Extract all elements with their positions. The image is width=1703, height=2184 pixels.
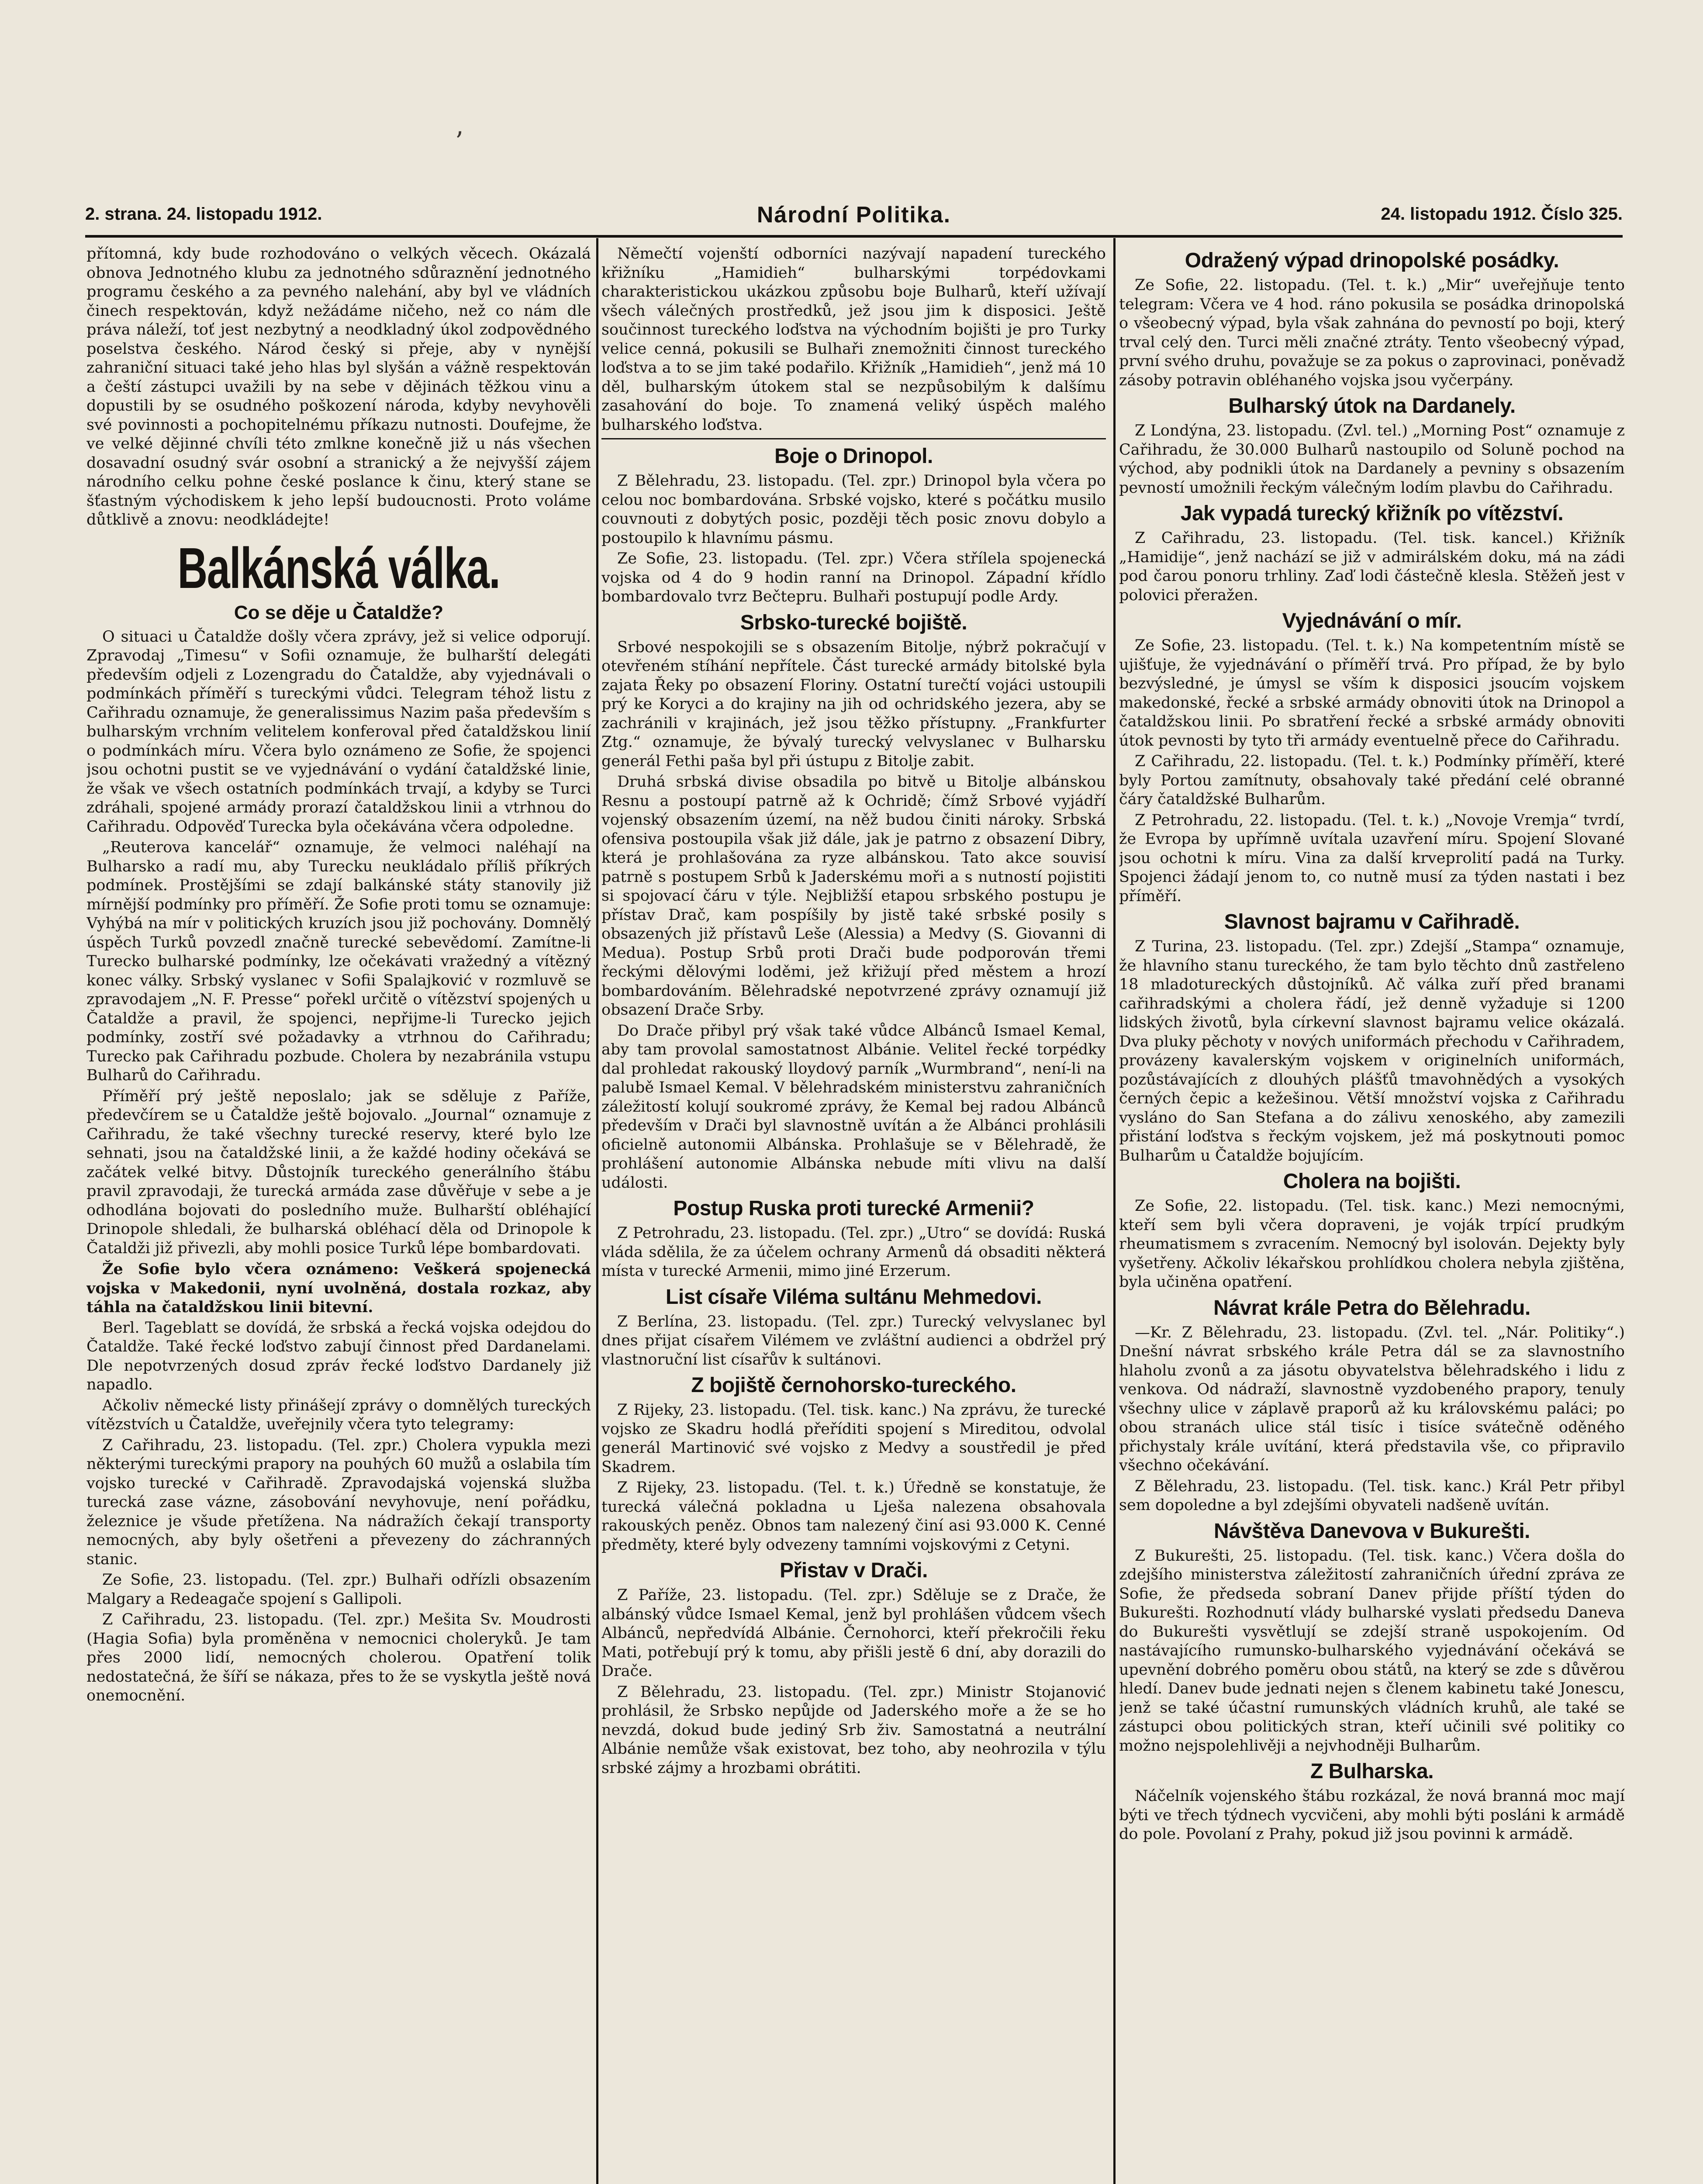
header-date-issue: 24. listopadu 1912. Číslo 325. (1381, 204, 1623, 224)
article-heading: Z Bulharska. (1310, 1760, 1434, 1783)
article-paragraph: —Kr. Z Bělehradu, 23. listopadu. (Zvl. tel. „Nár. Politiky“.) Dnešní návrat srbského krále Petra dál se za slavnostního hlaholu zvonů a za jásotu obyvatelstva bělehradského i lidu z venkova. Od nádraží, slavnostně vyzdobeného prapory, tenuly všechny ulice v záplavě praporů až ku královskému paláci; po obou stranách ulice stál tisíc i tisíce svátečně oděného přichystaly krále uvítání, která představila vše, co připravilo všechno očekávání. (1119, 1324, 1625, 1474)
article-heading: Srbsko-turecké bojiště. (740, 611, 967, 634)
article-paragraph: Berl. Tageblatt se dovídá, že srbská a řecká vojska odejdou do Čataldže. Také řecké loďstvo zabují činnost před Dardanelami. Dle nepotvrzených dosud zpráv řecké loďstvo Dardanely již napadlo. (86, 1319, 591, 1393)
article-paragraph: Němečtí vojenští odborníci nazývají napadení tureckého křižníku „Hamidieh“ bulharskými torpédovkami charakteristickou ukázkou způsobu boje Bulharů, kteří užívají všech válečných prostředků, jež jsou jim k disposici. Ještě součinnost tureckého loďstva na východním bojišti je pro Turky velice cenná, pokusili se Bulhaři znemožniti činnost tureckého loďstva a to se jim také podařilo. Křižník „Hamidieh“, jenž má 10 děl, bulharským útokem stal se nezpůsobilým k dalšímu zasahování do boje. To znamená veliký úspěch malého bulharského loďstva. (601, 245, 1106, 434)
article-paragraph: Z Bělehradu, 23. listopadu. (Tel. zpr.) Ministr Stojanović prohlásil, že Srbsko nepůjde od Jaderského moře a že se ho nevzdá, dokud bude jediný Srb živ. Samostatná a neutrální Albánie nemůže však existovat, bez toho, aby neohrozila v týlu srbské zájmy a hrozbami obrátiti. (601, 1683, 1106, 1777)
article-paragraph: Druhá srbská divise obsadila po bitvě u Bitolje albánskou Resnu a postoupí patrně až k Ochridě; čímž Srbové vyjádří vojenský obsazením území, na něž budou činiti nároky. Srbská ofensiva postoupila však již dále, jak je patrno z obsazení Dibry, která je prohlašována za ryze albánskou. Tato akce souvisí patrně s postupem Srbů k Jaderskému moři a s nutností pojistiti si spojovací čáru v týle. Nejbližší etapou srbského postupu je přístav Drač, kam pospíšily by jistě také srbské posily s obsazených již přístavů Leše (Alessia) a Medvy (S. Giovanni di Medua). Postup Srbů proti Drači bude podporován třemi řeckými dělovými loděmi, jež křižují před městem a hrozí bombardováním. Bělehradské nepotvrzené zprávy oznamují již obsazení Drače Srby. (601, 773, 1106, 1019)
article-paragraph: Z Paříže, 23. listopadu. (Tel. zpr.) Sděluje se z Drače, že albánský vůdce Ismael Kemal, jenž byl prohlášen vůdcem všech Albánců, nepředvídá Albánie. Černohorci, kteří překročili řeku Mati, potřebují prý k tomu, aby přišli jestě 6 dní, aby dorazili do Drače. (601, 1586, 1106, 1680)
article-heading: Přistav v Drači. (780, 1559, 928, 1582)
article-heading: Návštěva Danevova v Bukurešti. (1213, 1519, 1530, 1543)
ink-mark: ʼ (454, 127, 463, 157)
column-3 (1119, 245, 1625, 2184)
article-paragraph: Z Turina, 23. listopadu. (Tel. zpr.) Zdejší „Stampa“ oznamuje, že hlavního stanu tureckého, že tam bylo těchto dnů zastřeleno 18 mladotureckých důstojníků. Ač válka zuří před branami cařihradskými a cholera řádí, jež denně vyžaduje si 1200 lidských životů, byla církevní slavnost bajramu velice okázalá. Dva pluky pěchoty v nových uniformách přechodu v Cařihradem, provázeny kavalerským vojskem v originelních uniformách, pozůstávajících z dlouhých plášťů tmavohnědých a vysokých černých čepic a kežešinou. Větší množství vojska z Cařihradu vysláno do San Stefana a do zálivu xenoského, aby zamezili přistání loďstva s řeckým vojskem, jež má poskytnouti pomoc Bulharům u Čataldže bojujícím. (1119, 938, 1625, 1165)
article-heading: Jak vypadá turecký křižník po vítězství. (1180, 502, 1564, 525)
article-paragraph: Že Sofie bylo včera oznámeno: Veškerá spojenecká vojska v Makedonii, nyní uvolněná, dostala rozkaz, aby táhla na čataldžskou linii bitevní. (86, 1260, 591, 1316)
article-paragraph: O situaci u Čataldže došly včera zprávy, jež si velice odporují. Zpravodaj „Timesu“ v Sofii oznamuje, že bulharští delegáti především odjeli z Lozengradu do Čataldže, aby vyjednávali o podmínkách příměří s tureckými vůdci. Telegram téhož listu z Cařihradu oznamuje, že generalissimus Nazim paša především s bulharským vrchním velitelem konferoval před čataldžskou linií o podmínkách míru. Včera bylo oznámeno ze Sofie, že spojenci jsou ochotni pustit se ve vyjednávání o vydání čataldžské linie, že však ve všech ostatních podmínkách trvají, a kdyby se Turci zdráhali, spojené armády prorazí čataldžskou linii a vtrhnou do Cařihradu. Odpověď Turecka byla očekávána včera odpoledne. (86, 628, 591, 836)
article-paragraph: Ze Sofie, 23. listopadu. (Tel. zpr.) Včera střílela spojenecká vojska od 4 do 9 hodin ranní na Drinopol. Západní křídlo bombardovalo tvrz Bečtepru. Bulhaři postupují podle Ardy. (601, 550, 1106, 605)
article-heading: Slavnost bajramu v Cařihradě. (1224, 910, 1520, 933)
article-paragraph: Z Bělehradu, 23. listopadu. (Tel. tisk. kanc.) Král Petr přibyl sem dopoledne a byl zdejšími obyvateli nadšeně uvítán. (1119, 1477, 1625, 1514)
article-paragraph: Z Cařihradu, 23. listopadu. (Tel. zpr.) Cholera vypukla mezi některými tureckými prapory na pouhých 60 mužů a oslabila tím vojsko turecké v Cařihradě. Zpravodajská vojenská služba turecká zase vázne, zásobování nevyhovuje, není pořádku, železnice je všude přetížena. Na nádražích čekají transporty nemocných, aby byly ošetřeni a převezeny do záchranných stanic. (86, 1436, 591, 1568)
article-paragraph: Náčelník vojenského štábu rozkázal, že nová branná moc mají býti ve třech týdnech vycvičeni, aby mohli býti posláni k armádě do pole. Povolaní z Prahy, pokud již jsou povinni k armádě. (1119, 1787, 1625, 1843)
article-heading: Odražený výpad drinopolské posádky. (1185, 249, 1559, 272)
column-2 (601, 245, 1106, 2184)
section-title-balkan-war: Balkánská válka. (177, 536, 500, 600)
article-heading: Postup Ruska proti turecké Armenii? (673, 1197, 1034, 1220)
article-paragraph: Z Bělehradu, 23. listopadu. (Tel. zpr.) Drinopol byla včera po celou noc bombardována. Srbské vojsko, které s počátku musilo couvnouti z dobytých posic, později těch posic znovu dobylo a postoupilo k hlavnímu pásmu. (601, 472, 1106, 547)
article-heading: Návrat krále Petra do Bělehradu. (1213, 1296, 1530, 1320)
article-paragraph: Ze Sofie, 22. listopadu. (Tel. t. k.) „Mir“ uveřejňuje tento telegram: Včera ve 4 hod. ráno pokusila se posádka drinopolská o všeobecný výpad, byla však zahnána do pevností po boji, který trval celý den. Turci měli značné ztráty. Tento všeobecný výpad, první svého druhu, považuje se za pokus o zaprovinaci, poněvadž zásoby potravin obléhaného vojska jsou vyčerpány. (1119, 276, 1625, 389)
article-paragraph: Z Bukurešti, 25. listopadu. (Tel. tisk. kanc.) Včera došla do zdejšího ministerstva záležitostí zahraničních úřední zpráva ze Sofie, že předseda sobraní Danev přijde příští týden do Bukurešti. Rozhodnutí vlády bulharské vyslati předsedu Daneva do Bukurešti vysvětlují se zdejší straně uspokojením. Od nastávajícího rumunsko-bulharského vyjednávání očekává se upevnění dobrého poměru obou států, na který se zde s důvěrou hledí. Danev bude jednati nejen s členem kabinetu také Jonescu, jenž se také účastní rumunských vládních kruhů, ale také se zástupci obou politických stran, kteří učinili své politiky co možno nejspolehlivěji a nejvhodněji Bulharům. (1119, 1547, 1625, 1755)
article-paragraph: Do Drače přibyl prý však také vůdce Albánců Ismael Kemal, aby tam provolal samostatnost Albánie. Velitel řecké torpédky dal prohledat rakouský lloydový parník „Wurmbrand“, není-li na palubě Ismael Kemal. V bělehradském ministerstvu zahraničních záležitostí kolují soukromé zprávy, že Kemal bej radou Albánců především v Drači byl slavnostně uvítán a že Albánci prohlásili oficielně autonomii Albánska. Prohlašuje se v Bělehradě, že prohlášení autonomie Albánska nebude míti vlivu na další události. (601, 1022, 1106, 1192)
article-paragraph: Příměří prý ještě neposlalo; jak se sděluje z Paříže, předevčírem se u Čataldže ještě bojovalo. „Journal“ oznamuje z Cařihradu, že také všechny turecké reservy, které bylo lze sehnati, jsou na čataldžské linii, a že každé hodiny očekává se začátek velké bitvy. Důstojník tureckého generálního štábu pravil zpravodaji, že turecká armáda zase důvěřuje v sebe a je odhodlána bojovati do posledního muže. Bulharští obléhající Drinopole shledali, že bulharská obléhací děla od Drinopole k Čataldži již přivezli, aby mohli posice Turků lépe bombardovati. (86, 1087, 591, 1257)
header-date-left: 2. strana. 24. listopadu 1912. (85, 204, 322, 224)
article-heading-cataldza: Co se děje u Čataldže? (234, 601, 444, 623)
article-heading: Z bojiště černohorsko-tureckého. (691, 1374, 1016, 1397)
article-paragraph: „Reuterova kancelář“ oznamuje, že velmoci naléhají na Bulharsko a radí mu, aby Turecku neukládalo příliš příkrých podmínek. Prostějšími se zdají balkánské státy stanovily již mírnější podmínky pro příměří. Že Sofie proti tomu se oznamuje: Vyhýbá na mír v politických kruzích jsou již pochovány. Domnělý úspěch Turků povzedl značně turecké sebevědomí. Zamítne-li Turecko bulharské podmínky, lze očekávati vražedný a vítězný konec války. Srbský vyslanec v Sofii Spalajković v rozmluvě se zpravodajem „N. F. Presse“ pořekl určitě o vítězství spojených u Čataldže a pravil, že spojenci, nepřijme-li Turecko jejich podmínky, zostří své požadavky a vtrhnou do Cařihradu; Turecko pak Cařihradu pozbude. Cholera by nezabránila vstupu Bulharů do Cařihradu. (86, 839, 591, 1084)
column-rule-2 (1113, 238, 1116, 2184)
article-intro: přítomná, kdy bude rozhodováno o velkých věcech. Okázalá obnova Jednotného klubu za jednotného sdůraznění jednotného programu českého a za pevného nalehání, aby byl ve vládních činech respektován, když nežádáme ničeho, než co nám dle práva náleží, toť jest nezbytný a neodkladný úkol zodpovědného poselstva českého. Národ český si přeje, aby v nynější zahraniční situaci také jeho hlas byl slyšán a vážně respektován a čeští zástupci uvažili by na sebe v dějinách těžkou vinu a dopustili by se osudného poškození národa, kdyby nevyhověli své povinnosti a pochopitelnému příkazu nutnosti. Doufejme, že ve velké dějinné chvíli této zmlkne konečně již u nás všechen dosavadní osudný svár osobní a stranický a že nejvyšší zájem národního celku pohne české poslance k činu, který stane se šťastným východiskem k jeho lepší budoucnosti. Proto voláme důtklivě a znovu: neodkládejte! (86, 245, 591, 529)
article-paragraph: Z Cařihradu, 22. listopadu. (Tel. t. k.) Podmínky příměří, které byly Portou zamítnuty, obsahovaly také předání celé obranné čáry čataldžské Bulharům. (1119, 753, 1625, 808)
article-paragraph: Z Rijeky, 23. listopadu. (Tel. t. k.) Úředně se konstatuje, že turecká válečná pokladna u Lješa nalezena obsahovala rakouských peněz. Obnos tam nalezený činí asi 93.000 K. Cenné předměty, které byly odvezeny tamními vojskovými z Cetyni. (601, 1479, 1106, 1554)
article-paragraph: Ze Sofie, 22. listopadu. (Tel. tisk. kanc.) Mezi nemocnými, kteří sem byli včera dopraveni, je voják trpící prudkým rheumatismem s zvracením. Nemocný byl isolován. Dejekty byly vyšetřeny. Ačkoliv lékařskou prohlídkou cholera nebyla zjištěna, byla učiněna opatření. (1119, 1197, 1625, 1291)
header-rule (85, 235, 1623, 238)
article-paragraph: Ačkoliv německé listy přinášejí zprávy o domnělých tureckých vítězstvích u Čataldže, uveřejnily včera tyto telegramy: (86, 1396, 591, 1433)
article-paragraph: Ze Sofie, 23. listopadu. (Tel. zpr.) Bulhaři odřízli obsazením Malgary a Redeagače spojení s Gallipoli. (86, 1571, 591, 1608)
page-header (85, 202, 1623, 232)
article-heading: Cholera na bojišti. (1283, 1170, 1461, 1193)
article-heading: Vyjednávání o mír. (1282, 609, 1462, 632)
article-paragraph: Z Petrohradu, 22. listopadu. (Tel. t. k.) „Novoje Vremja“ tvrdí, že Evropa by upřímně uvítala uzavření míru. Spojení Slované jsou ochotni k míru. Vina za další krveprolití padá na Turky. Spojenci žádají jenom to, co nutně musí za týden nastati i bez příměří. (1119, 811, 1625, 905)
column-rule-1 (596, 238, 598, 2184)
article-heading: Bulharský útok na Dardanely. (1228, 394, 1516, 418)
article-paragraph: Z Berlína, 23. listopadu. (Tel. zpr.) Turecký velvyslanec byl dnes přijat císařem Vilémem ve zvláštní audienci a obdržel prý vlastnoruční list císařův k sultánovi. (601, 1313, 1106, 1368)
masthead-title: Národní Politika. (757, 202, 951, 228)
article-paragraph: Z Cařihradu, 23. listopadu. (Tel. zpr.) Mešita Sv. Moudrosti (Hagia Sofia) byla proměněna v nemocnici choleryků. Je tam přes 2000 lidí, nemocných cholerou. Opatření tolik nedostatečná, že šíří se nákaza, přes to že se vyskytla ještě nová onemocnění. (86, 1611, 591, 1704)
column-1 (86, 245, 591, 2184)
article-paragraph: Ze Sofie, 23. listopadu. (Tel. t. k.) Na kompetentním místě se ujišťuje, že vyjednávání o příměří trvá. Pro případ, že by bylo bezvýsledné, je úmysl se vším k disposici jsoucím vojskem makedonské, řecké a srbské armády obnoviti útok na Drinopol a čataldžskou linii. Po sbratření řecké a srbské armády obnoviti útok pevnosti by tyto tři armády eventuelně přece do Cařihradu. (1119, 637, 1625, 750)
article-paragraph: Z Cařihradu, 23. listopadu. (Tel. tisk. kancel.) Křižník „Hamidije“, jenž nachází se již v admirálském doku, má na zádi pod čarou ponoru trhliny. Zaď lodi částečně klesla. Stěžeň jest v polovici přeražen. (1119, 529, 1625, 604)
article-paragraph: Z Londýna, 23. listopadu. (Zvl. tel.) „Morning Post“ oznamuje z Cařihradu, že 30.000 Bulharů nastoupilo od Soluně pochod na východ, aby podnikli útok na Dardanely a pevniny s obsazením pevností umožnili řeckým válečným lodím plavbu do Cařihradu. (1119, 422, 1625, 497)
article-paragraph: Z Petrohradu, 23. listopadu. (Tel. zpr.) „Utro“ se dovídá: Ruská vláda sdělila, že za účelem ochrany Armenů dá obsaditi některá místa v turecké Armenii, mimo jiné Erzerum. (601, 1224, 1106, 1280)
article-heading: Boje o Drinopol. (774, 445, 933, 468)
article-paragraph: Z Rijeky, 23. listopadu. (Tel. tisk. kanc.) Na zprávu, že turecké vojsko ze Skadru hodlá přeříditi spojení s Mireditou, odvolal generál Martinović své vojsko z Medvy a soustředil je před Skadrem. (601, 1401, 1106, 1476)
article-paragraph: Srbové nespokojili se s obsazením Bitolje, nýbrž pokračují v otevřeném stíhání nepřítele. Část turecké armády bitolské byla zajata Řeky po obsazení Floriny. Ostatní turečtí vojáci ustoupili prý ke Koryci a do krajiny na jih od ochridského jezera, aby se zachránili v krajinách, jež jsou těžko přístupny. „Frankfurter Ztg.“ oznamuje, že bývalý turecký velvyslanec v Bulharsku generál Fethi paša byl při ústupu z Bitolje zabit. (601, 638, 1106, 770)
article-separator (601, 438, 1106, 439)
article-heading: List císaře Viléma sultánu Mehmedovi. (666, 1285, 1042, 1309)
